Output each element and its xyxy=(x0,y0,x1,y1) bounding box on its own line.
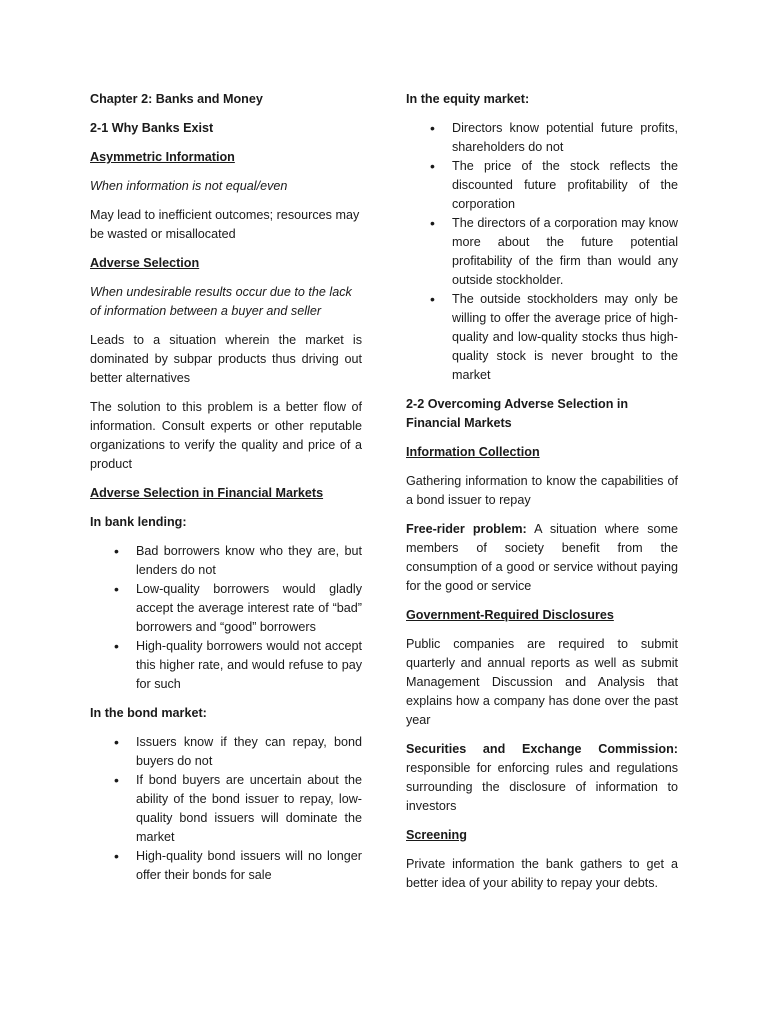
information-collection-text: Gathering information to know the capabilities of a bond issuer to repay xyxy=(406,474,678,507)
government-disclosures-heading: Government-Required Disclosures xyxy=(406,608,614,622)
list-item: • The outside stockholders may only be willing to offer the average price of high-quality and low-quality stocks thus high-quality stock is never brought to the market xyxy=(406,290,678,385)
screening-text: Private information the bank gathers to get a better idea of your ability to repay your debts. xyxy=(406,857,678,890)
free-rider-text: A situation where some members of society benefit from the consumption of a good or service without paying for the good or service xyxy=(406,522,678,593)
list-item: • Low-quality borrowers would gladly accept the average interest rate of “bad” borrowers and “good” borrowers xyxy=(90,580,362,637)
government-disclosures-text: Public companies are required to submit quarterly and annual reports as well as submit Management Discussion and Analysis that explains how a company has done over the past year xyxy=(406,637,678,727)
financial-markets-heading: Adverse Selection in Financial Markets xyxy=(90,486,324,500)
list-item: • Directors know potential future profits, shareholders do not xyxy=(406,119,678,157)
free-rider-label: Free-rider problem: xyxy=(406,522,527,536)
list-item: • The price of the stock reflects the discounted future profitability of the corporation xyxy=(406,157,678,214)
list-item: • High-quality bond issuers will no longer offer their bonds for sale xyxy=(90,847,362,885)
equity-market-label: In the equity market: xyxy=(406,92,530,106)
bond-market-label: In the bond market: xyxy=(90,706,207,720)
adverse-selection-heading: Adverse Selection xyxy=(90,256,200,270)
sec-label: Securities and Exchange Commission: xyxy=(406,742,678,756)
adverse-selection-text-1: Leads to a situation wherein the market is dominated by subpar products thus driving out better alternatives xyxy=(90,333,362,385)
free-rider-paragraph xyxy=(406,520,678,596)
sec-text: responsible for enforcing rules and regulations surrounding the disclosure of information to investors xyxy=(406,761,678,813)
equity-market-list xyxy=(406,119,678,385)
asymmetric-information-definition: When information is not equal/even xyxy=(90,179,288,193)
adverse-selection-definition: When undesirable results occur due to the lack of information between a buyer and seller xyxy=(90,285,352,318)
right-column xyxy=(406,90,678,903)
list-item: • If bond buyers are uncertain about the ability of the bond issuer to repay, low-quality bond issuers will dominate the market xyxy=(90,771,362,847)
information-collection-heading: Information Collection xyxy=(406,445,540,459)
section-title-2-2: 2-2 Overcoming Adverse Selection in Financial Markets xyxy=(406,397,629,430)
list-item: • High-quality borrowers would not accept this higher rate, and would refuse to pay for such xyxy=(90,637,362,694)
bank-lending-list xyxy=(90,542,362,694)
bank-lending-label: In bank lending: xyxy=(90,515,187,529)
chapter-title: Chapter 2: Banks and Money xyxy=(90,92,263,106)
sec-paragraph xyxy=(406,740,678,816)
section-title-2-1: 2-1 Why Banks Exist xyxy=(90,121,214,135)
list-item: • Bad borrowers know who they are, but lenders do not xyxy=(90,542,362,580)
asymmetric-information-heading: Asymmetric Information xyxy=(90,150,235,164)
left-column xyxy=(90,90,362,895)
screening-heading: Screening xyxy=(406,828,467,842)
list-item: • The directors of a corporation may know more about the future potential profitability of the firm than would any outside stockholder. xyxy=(406,214,678,290)
asymmetric-information-text: May lead to inefficient outcomes; resources may be wasted or misallocated xyxy=(90,208,360,241)
adverse-selection-text-2: The solution to this problem is a better flow of information. Consult experts or other reputable organizations to verify the quality and price of a product xyxy=(90,400,362,471)
bond-market-list xyxy=(90,733,362,885)
list-item: • Issuers know if they can repay, bond buyers do not xyxy=(90,733,362,771)
